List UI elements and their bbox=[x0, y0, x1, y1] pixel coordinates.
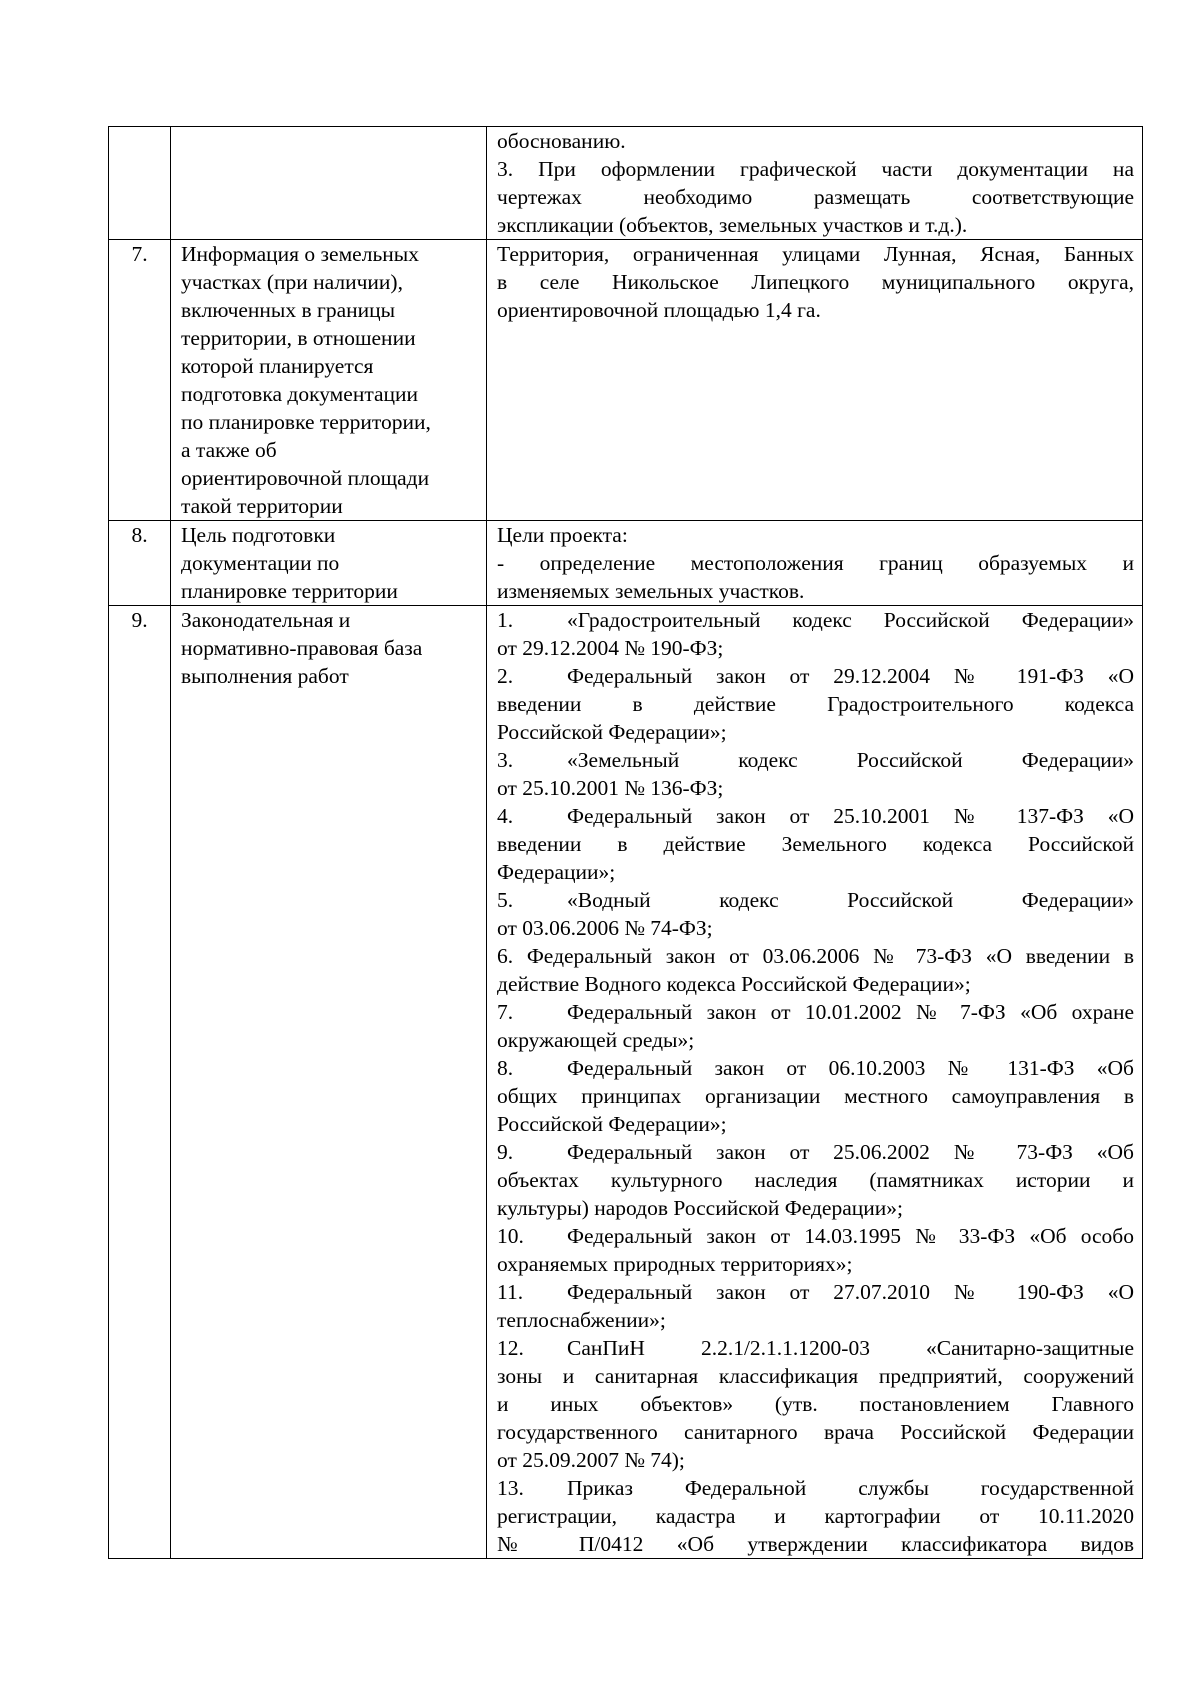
row-name-line: ориентировочной площади bbox=[181, 466, 430, 490]
law-item-text: № П/0412 «Об утверждении классификатора видов bbox=[497, 1532, 1134, 1556]
law-list-item bbox=[497, 1334, 1134, 1474]
law-item-text: общих принципах организации местного самоуправления в bbox=[497, 1084, 1134, 1108]
table-row-8 bbox=[109, 521, 1143, 606]
law-item-line bbox=[497, 942, 1134, 970]
law-item-line bbox=[497, 1110, 1134, 1138]
law-item-text: от 29.12.2004 № 190-ФЗ; bbox=[497, 636, 724, 660]
row-name-line: нормативно-правовая база bbox=[181, 636, 423, 660]
row-value-line: чертежах необходимо размещать соответствующие bbox=[497, 185, 1134, 209]
law-item-text: Федеральный закон от 14.03.1995 № 33-ФЗ «Об особо bbox=[567, 1224, 1134, 1248]
law-item-text: Федеральный закон от 25.06.2002 № 73-ФЗ «Об bbox=[567, 1140, 1134, 1164]
row-value-cell bbox=[487, 606, 1143, 1559]
law-item-line bbox=[497, 970, 1134, 998]
row-value-line: 3. При оформлении графической части документации на bbox=[497, 157, 1134, 181]
law-item-text: охраняемых природных территориях»; bbox=[497, 1252, 853, 1276]
law-item-text: и иных объектов» (утв. постановлением Главного bbox=[497, 1392, 1134, 1416]
law-item-number: 12. bbox=[497, 1336, 524, 1360]
law-item-text: Федеральный закон от 25.10.2001 № 137-ФЗ «О bbox=[567, 804, 1134, 828]
law-list-item bbox=[497, 1474, 1134, 1558]
law-list-item bbox=[497, 746, 1134, 802]
row-value-line: Территория, ограниченная улицами Лунная, Ясная, Банных bbox=[497, 242, 1134, 266]
law-item-line bbox=[497, 1362, 1134, 1390]
law-list-item bbox=[497, 802, 1134, 886]
table-row-9 bbox=[109, 606, 1143, 1559]
row-value-line: в селе Никольское Липецкого муниципального округа, bbox=[497, 270, 1134, 294]
law-item-text: объектах культурного наследия (памятниках истории и bbox=[497, 1168, 1134, 1192]
law-item-number: 5. bbox=[497, 888, 514, 912]
law-item-text: теплоснабжении»; bbox=[497, 1308, 666, 1332]
row-value-line: экспликации (объектов, земельных участков и т.д.). bbox=[497, 213, 968, 237]
law-item-line bbox=[497, 802, 1134, 830]
law-item-text: окружающей среды»; bbox=[497, 1028, 695, 1052]
row-number-cell bbox=[109, 127, 171, 240]
row-number: 8. bbox=[131, 523, 148, 547]
row-value-line: Цели проекта: bbox=[497, 523, 628, 547]
law-item-line bbox=[497, 914, 1134, 942]
row-value-line: обоснованию. bbox=[497, 129, 626, 153]
row-value-line: - определение местоположения границ образуемых и bbox=[497, 551, 1134, 575]
law-item-line bbox=[497, 1166, 1134, 1194]
law-list-item bbox=[497, 606, 1134, 662]
row-name-line: выполнения работ bbox=[181, 664, 349, 688]
row-number-cell bbox=[109, 240, 171, 521]
law-item-text: от 03.06.2006 № 74-ФЗ; bbox=[497, 916, 713, 940]
row-name-cell bbox=[171, 240, 487, 521]
law-item-number: 10. bbox=[497, 1224, 524, 1248]
law-item-line bbox=[497, 1082, 1134, 1110]
law-item-number: 7. bbox=[497, 1000, 514, 1024]
law-list-item bbox=[497, 1138, 1134, 1222]
table-row-continuation bbox=[109, 127, 1143, 240]
law-item-text: регистрации, кадастра и картографии от 10.11.2020 bbox=[497, 1504, 1134, 1528]
row-name-line: Цель подготовки bbox=[181, 523, 336, 547]
law-item-text: Приказ Федеральной службы государственной bbox=[567, 1476, 1134, 1500]
law-list-item bbox=[497, 662, 1134, 746]
law-item-line bbox=[497, 718, 1134, 746]
law-item-line bbox=[497, 634, 1134, 662]
law-item-text: 6. Федеральный закон от 03.06.2006 № 73-ФЗ «О введении в bbox=[497, 944, 1134, 968]
law-item-text: Российской Федерации»; bbox=[497, 1112, 727, 1136]
law-item-text: «Водный кодекс Российской Федерации» bbox=[567, 888, 1134, 912]
law-item-line bbox=[497, 1026, 1134, 1054]
law-item-line bbox=[497, 606, 1134, 634]
law-item-number: 3. bbox=[497, 748, 514, 772]
row-value-cell bbox=[487, 127, 1143, 240]
row-number-cell bbox=[109, 521, 171, 606]
law-item-line bbox=[497, 1530, 1134, 1558]
law-item-line bbox=[497, 886, 1134, 914]
law-item-line bbox=[497, 1334, 1134, 1362]
requirements-table bbox=[108, 126, 1143, 1559]
law-list-item bbox=[497, 1222, 1134, 1278]
law-item-line bbox=[497, 1474, 1134, 1502]
law-item-text: Федерации»; bbox=[497, 860, 616, 884]
law-item-number: 11. bbox=[497, 1280, 524, 1304]
row-name-cell bbox=[171, 127, 487, 240]
row-number: 9. bbox=[131, 608, 148, 632]
law-item-line bbox=[497, 1194, 1134, 1222]
law-item-text: введении в действие Градостроительного кодекса bbox=[497, 692, 1134, 716]
law-item-line bbox=[497, 774, 1134, 802]
law-item-text: «Земельный кодекс Российской Федерации» bbox=[567, 748, 1134, 772]
law-item-text: от 25.10.2001 № 136-ФЗ; bbox=[497, 776, 724, 800]
law-item-text: СанПиН 2.2.1/2.1.1.1200-03 «Санитарно-защитные bbox=[567, 1336, 1134, 1360]
row-name-line: подготовка документации bbox=[181, 382, 419, 406]
law-list-item bbox=[497, 942, 1134, 998]
law-item-line bbox=[497, 1446, 1134, 1474]
law-item-line bbox=[497, 1054, 1134, 1082]
law-item-line bbox=[497, 1222, 1134, 1250]
law-item-number: 8. bbox=[497, 1056, 514, 1080]
law-list-item bbox=[497, 1278, 1134, 1334]
law-item-text: от 25.09.2007 № 74); bbox=[497, 1448, 685, 1472]
law-item-text: Федеральный закон от 29.12.2004 № 191-ФЗ «О bbox=[567, 664, 1134, 688]
law-item-line bbox=[497, 690, 1134, 718]
law-item-line bbox=[497, 1418, 1134, 1446]
row-name-line: планировке территории bbox=[181, 579, 398, 603]
law-item-text: государственного санитарного врача Российской Федерации bbox=[497, 1420, 1134, 1444]
law-item-text: культуры) народов Российской Федерации»; bbox=[497, 1196, 903, 1220]
law-item-text: действие Водного кодекса Российской Федерации»; bbox=[497, 972, 971, 996]
law-item-text: зоны и санитарная классификация предприятий, сооружений bbox=[497, 1364, 1134, 1388]
law-item-line bbox=[497, 1250, 1134, 1278]
law-item-line bbox=[497, 1138, 1134, 1166]
row-value-line: изменяемых земельных участков. bbox=[497, 579, 805, 603]
row-number: 7. bbox=[131, 242, 148, 266]
row-value-cell bbox=[487, 240, 1143, 521]
row-name-line: а также об bbox=[181, 438, 277, 462]
table-row-7 bbox=[109, 240, 1143, 521]
row-name-line: включенных в границы bbox=[181, 298, 396, 322]
law-item-text: Федеральный закон от 10.01.2002 № 7-ФЗ «Об охране bbox=[567, 1000, 1134, 1024]
law-item-number: 4. bbox=[497, 804, 514, 828]
law-item-line bbox=[497, 1278, 1134, 1306]
row-name-line: которой планируется bbox=[181, 354, 374, 378]
law-item-line bbox=[497, 858, 1134, 886]
row-name-line: по планировке территории, bbox=[181, 410, 431, 434]
law-item-number: 9. bbox=[497, 1140, 514, 1164]
law-item-text: введении в действие Земельного кодекса Российской bbox=[497, 832, 1134, 856]
law-item-text: Российской Федерации»; bbox=[497, 720, 727, 744]
row-name-line: территории, в отношении bbox=[181, 326, 416, 350]
law-item-number: 1. bbox=[497, 608, 514, 632]
law-item-line bbox=[497, 998, 1134, 1026]
row-name-line: Информация о земельных bbox=[181, 242, 419, 266]
law-list-item bbox=[497, 886, 1134, 942]
law-item-line bbox=[497, 662, 1134, 690]
row-name-line: такой территории bbox=[181, 494, 343, 518]
row-name-line: документации по bbox=[181, 551, 340, 575]
row-name-line: Законодательная и bbox=[181, 608, 351, 632]
row-number-cell bbox=[109, 606, 171, 1559]
row-name-cell bbox=[171, 521, 487, 606]
law-item-text: Федеральный закон от 27.07.2010 № 190-ФЗ «О bbox=[567, 1280, 1134, 1304]
row-name-cell bbox=[171, 606, 487, 1559]
law-item-line bbox=[497, 1306, 1134, 1334]
law-item-text: Федеральный закон от 06.10.2003 № 131-ФЗ «Об bbox=[567, 1056, 1134, 1080]
law-list-item bbox=[497, 998, 1134, 1054]
row-name-line: участках (при наличии), bbox=[181, 270, 403, 294]
law-item-number: 13. bbox=[497, 1476, 524, 1500]
law-item-line bbox=[497, 746, 1134, 774]
law-item-line bbox=[497, 1502, 1134, 1530]
law-item-line bbox=[497, 1390, 1134, 1418]
law-list-item bbox=[497, 1054, 1134, 1138]
row-value-line: ориентировочной площадью 1,4 га. bbox=[497, 298, 821, 322]
law-item-line bbox=[497, 830, 1134, 858]
law-item-text: «Градостроительный кодекс Российской Федерации» bbox=[567, 608, 1134, 632]
row-value-cell bbox=[487, 521, 1143, 606]
law-item-number: 2. bbox=[497, 664, 514, 688]
